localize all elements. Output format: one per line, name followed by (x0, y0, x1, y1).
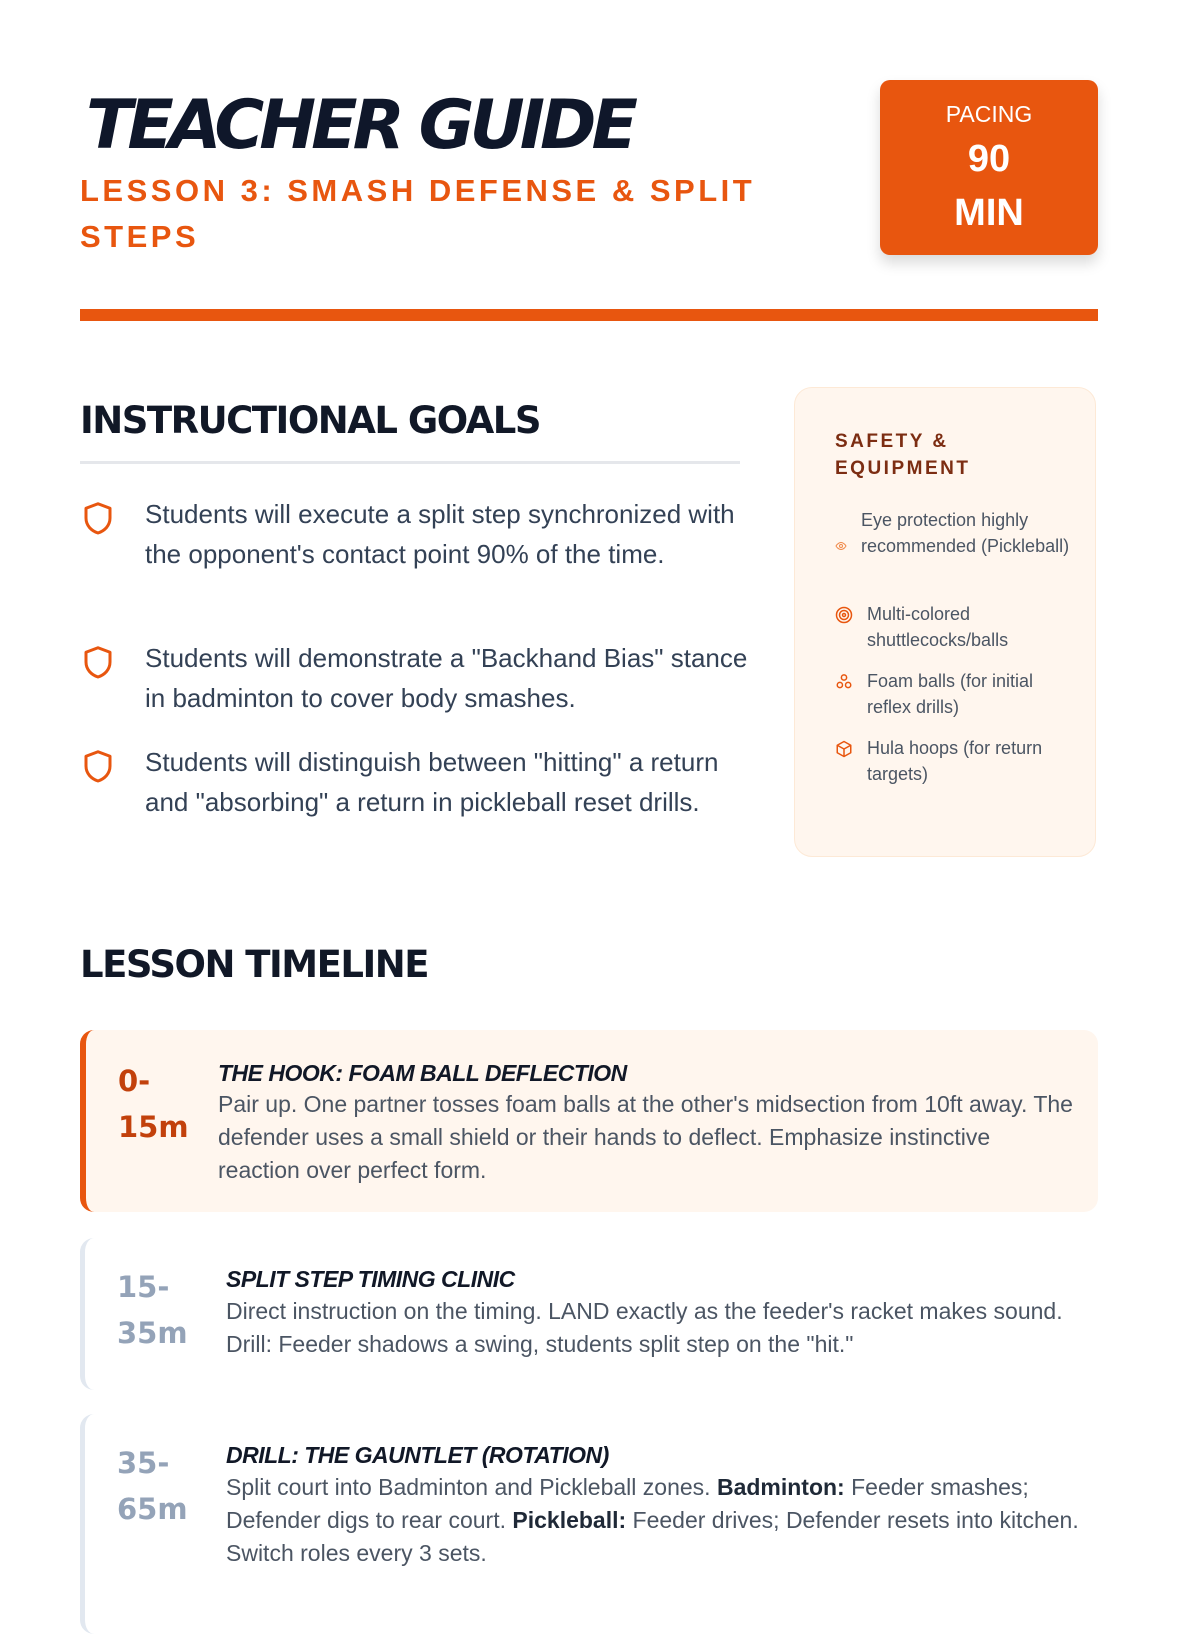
desc-text: Split court into Badminton and Pickleball zones. (226, 1474, 717, 1500)
desc-label-badminton: Badminton: (716, 1474, 845, 1500)
timeline-time: 15-35m (117, 1270, 188, 1350)
timeline-item-description: Pair up. One partner tosses foam balls at the other's midsection from 10ft away. The defender uses a small shield or their hands to deflect. Emphasize instinctive reaction over perfect form. (218, 1091, 1073, 1183)
desc-text: Feeder drives; Defender resets into kitchen. Switch roles every 3 sets. (226, 1507, 1079, 1566)
timeline-item-split-step (80, 1238, 1098, 1390)
timeline-item-gauntlet (80, 1414, 1098, 1634)
equipment-text: Foam balls (for initial reflex drills) (867, 671, 1034, 717)
timeline-item-hook (80, 1030, 1098, 1212)
equipment-text: Hula hoops (for return targets) (867, 738, 1043, 784)
page-title: TEACHER GUIDE (86, 86, 633, 165)
shield-icon (80, 644, 116, 680)
shield-icon (80, 748, 116, 784)
goal-text: Students will demonstrate a "Backhand Bias" stance in badminton to cover body smashes. (145, 643, 748, 713)
desc-text: Feeder smashes; Defender digs to rear court. (226, 1474, 1029, 1533)
lesson-subtitle: LESSON 3: SMASH DEFENSE & SPLIT STEPS (80, 173, 756, 254)
timeline-item-description (226, 1471, 1086, 1570)
target-icon (835, 606, 853, 624)
accent-divider (80, 309, 1098, 321)
timeline-item-title: SPLIT STEP TIMING CLINIC (226, 1266, 515, 1292)
goal-text: Students will execute a split step synchronized with the opponent's contact point 90% of the time. (145, 499, 735, 569)
box-icon (835, 740, 853, 758)
goal-text: Students will distinguish between "hitting" a return and "absorbing" a return in pickleball reset drills. (145, 747, 719, 817)
eye-icon (835, 540, 847, 552)
pacing-value: 90 MIN (954, 138, 1024, 234)
pacing-badge (880, 80, 1098, 255)
timeline-item-title: THE HOOK: FOAM BALL DEFLECTION (218, 1060, 627, 1086)
equipment-text: Eye protection highly recommended (Pickleball) (861, 510, 1070, 556)
balls-icon (835, 673, 853, 691)
pacing-label: PACING (945, 101, 1033, 127)
timeline-time: 35-65m (117, 1446, 188, 1526)
timeline-heading: LESSON TIMELINE (80, 943, 428, 986)
equipment-text: Multi-colored shuttlecocks/balls (867, 604, 1009, 650)
desc-label-pickleball: Pickleball: (512, 1507, 627, 1533)
timeline-time: 0-15m (118, 1064, 189, 1144)
goals-divider (80, 461, 740, 464)
safety-equipment-panel (794, 387, 1096, 857)
goals-heading: INSTRUCTIONAL GOALS (80, 399, 541, 442)
timeline-item-title: DRILL: THE GAUNTLET (ROTATION) (226, 1442, 609, 1468)
shield-icon (80, 500, 116, 536)
timeline-item-description: Direct instruction on the timing. LAND exactly as the feeder's racket makes sound. Drill: Feeder shadows a swing, students split step on the "hit." (226, 1298, 1063, 1357)
safety-heading: SAFETY & EQUIPMENT (835, 431, 971, 479)
